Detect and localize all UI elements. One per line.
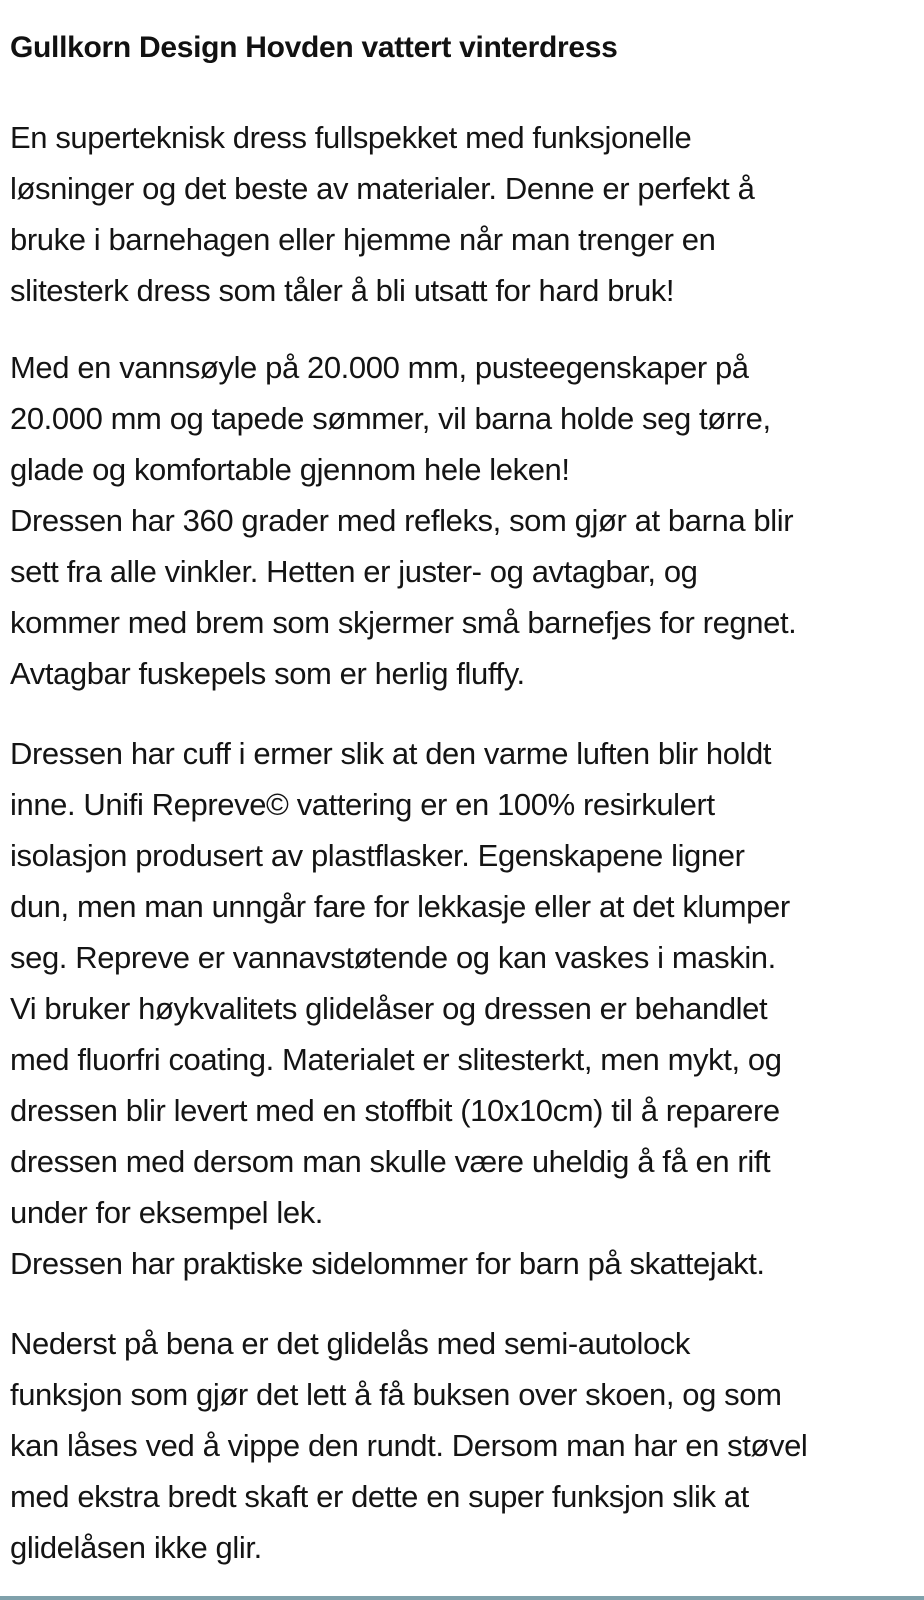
- text-line: Vi bruker høykvalitets glidelåser og dressen er behandlet: [10, 991, 768, 1026]
- text-line: Dressen har cuff i ermer slik at den varme luften blir holdt: [10, 736, 772, 771]
- text-line: Dressen har 360 grader med refleks, som gjør at barna blir: [10, 503, 794, 538]
- paragraph-leg-zippers: [10, 1318, 807, 1573]
- text-line: 20.000 mm og tapede sømmer, vil barna holde seg tørre,: [10, 401, 771, 436]
- text-line: under for eksempel lek.: [10, 1195, 324, 1230]
- text-line: med ekstra bredt skaft er dette en super funksjon slik at: [10, 1479, 749, 1514]
- text-line: slitesterk dress som tåler å bli utsatt for hard bruk!: [10, 273, 675, 308]
- text-line: En superteknisk dress fullspekket med funksjonelle: [10, 120, 692, 155]
- text-line: glidelåsen ikke glir.: [10, 1530, 262, 1565]
- text-line: dressen med dersom man skulle være uheldig å få en rift: [10, 1144, 771, 1179]
- paragraph-intro: [10, 112, 754, 316]
- text-line: kan låses ved å vippe den rundt. Dersom man har en støvel: [10, 1428, 808, 1463]
- text-line: Nederst på bena er det glidelås med semi-autolock: [10, 1326, 691, 1361]
- bottom-divider: [0, 1596, 924, 1600]
- text-line: bruke i barnehagen eller hjemme når man trenger en: [10, 222, 716, 257]
- text-line: Med en vannsøyle på 20.000 mm, pusteegenskaper på: [10, 350, 749, 385]
- text-line: med fluorfri coating. Materialet er slitesterkt, men mykt, og: [10, 1042, 782, 1077]
- paragraph-materials: [10, 728, 790, 1289]
- text-line: glade og komfortable gjennom hele leken!: [10, 452, 570, 487]
- text-line: dressen blir levert med en stoffbit (10x10cm) til å reparere: [10, 1093, 780, 1128]
- text-line: seg. Repreve er vannavstøtende og kan vaskes i maskin.: [10, 940, 776, 975]
- paragraph-waterproofing: [10, 342, 796, 699]
- text-line: løsninger og det beste av materialer. Denne er perfekt å: [10, 171, 755, 206]
- text-line: isolasjon produsert av plastflasker. Egenskapene ligner: [10, 838, 745, 873]
- product-title: Gullkorn Design Hovden vattert vinterdress: [10, 31, 618, 64]
- text-line: Avtagbar fuskepels som er herlig fluffy.: [10, 656, 525, 691]
- text-line: inne. Unifi Repreve© vattering er en 100% resirkulert: [10, 787, 715, 822]
- text-line: dun, men man unngår fare for lekkasje eller at det klumper: [10, 889, 790, 924]
- text-line: kommer med brem som skjermer små barnefjes for regnet.: [10, 605, 797, 640]
- text-line: sett fra alle vinkler. Hetten er juster- og avtagbar, og: [10, 554, 698, 589]
- text-line: Dressen har praktiske sidelommer for barn på skattejakt.: [10, 1246, 765, 1281]
- text-line: funksjon som gjør det lett å få buksen over skoen, og som: [10, 1377, 782, 1412]
